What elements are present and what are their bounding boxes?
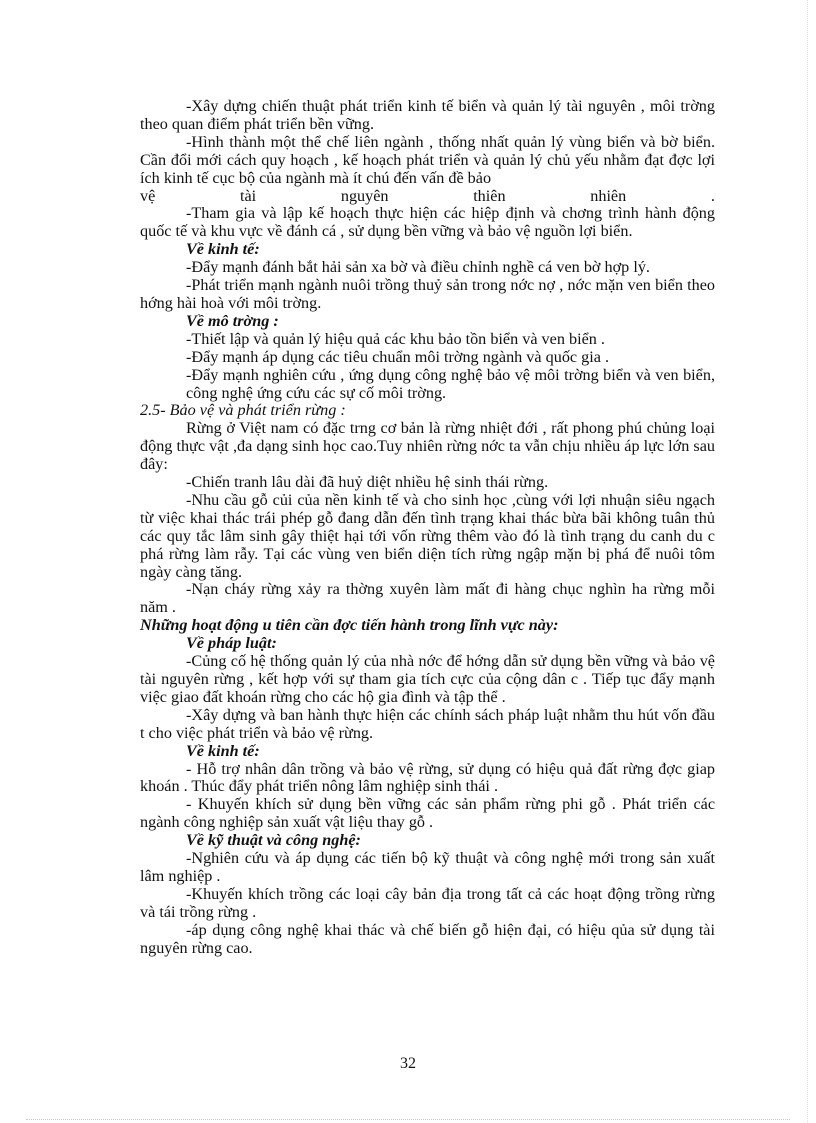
- page-edge-divider-vertical: [807, 0, 808, 1123]
- forest-pressure-item: -Chiến tranh lâu dài đã huỷ diệt nhiều hệ sinh thái rừng.: [186, 473, 549, 492]
- forest-technology-heading: Về kỹ thuật và công nghệ:: [186, 831, 361, 850]
- forest-section-title: 2.5- Bảo vệ và phát triển rừng :: [140, 401, 346, 420]
- page-edge-divider: [26, 1119, 790, 1120]
- forest-technology-item: -Khuyến khích trồng các loại cây bản địa trong tất cả các hoạt động trồng rừng và tái trồng rừng .: [140, 884, 715, 921]
- forest-economy-heading: Về kinh tế:: [186, 741, 260, 760]
- forest-economy-item: - Khuyến khích sử dụng bền vững các sản phẩm rừng phi gỗ . Phát triển các ngành công nghiệp sản xuất vật liệu thay gỗ .: [140, 795, 715, 832]
- document-page: [140, 98, 715, 958]
- word: thiên: [473, 186, 506, 205]
- marine-environment-heading: Về mô trờng :: [186, 311, 279, 330]
- forest-intro-paragraph: Rừng ở Việt nam có đặc trng cơ bản là rừng nhiệt đới , rất phong phú chủng loại động thực vật ,đa dạng sinh học cao.Tuy nhiên rừng nớc ta vẫn chịu nhiều áp lực lớn sau đây:: [140, 419, 715, 474]
- word: .: [710, 186, 715, 205]
- word: tài: [239, 186, 257, 205]
- marine-institution-last-line: [140, 188, 715, 206]
- forest-pressure-item: -Nạn cháy rừng xảy ra thờng xuyên làm mất đi hàng chục nghìn ha rừng mỗi năm .: [140, 580, 715, 617]
- marine-environment-item: -Thiết lập và quản lý hiệu quả các khu bảo tồn biển và ven biển .: [186, 329, 605, 348]
- word: vệ: [140, 186, 156, 205]
- word: nguyên: [340, 186, 389, 205]
- marine-economy-item: -Phát triển mạnh ngành nuôi trồng thuỷ sản trong nớc nợ , nớc mặn ven biển theo hớng hài hoà với môi trờng.: [140, 276, 715, 312]
- marine-economy-item: -Đẩy mạnh đánh bắt hải sản xa bờ và điều chỉnh nghề cá ven bờ hợp lý.: [186, 258, 650, 277]
- marine-strategy-paragraph: -Xây dựng chiến thuật phát triển kinh tế biển và quản lý tài nguyên , môi trờng theo quan điểm phát triển bền vững.: [140, 97, 715, 133]
- forest-law-heading: Về pháp luật:: [186, 634, 277, 653]
- page-number: 32: [400, 1055, 416, 1072]
- marine-international-paragraph: -Tham gia và lập kế hoạch thực hiện các hiệp định và chơng trình hành động quốc tế và khu vực về đánh cá , sử dụng bền vững và bảo vệ nguồn lợi biển.: [140, 204, 715, 241]
- marine-institution-paragraph: -Hình thành một thể chế liên ngành , thống nhất quản lý vùng biển và bờ biển. Cần đổi mới cách quy hoạch , kế hoạch phát triển và quản lý chủ yếu nhằm đạt đợc lợi ích kinh tế cục bộ của ngành mà ít chú đến vấn đề bảo: [140, 132, 715, 187]
- marine-environment-item: -Đẩy mạnh áp dụng các tiêu chuẩn môi trờng ngành và quốc gia .: [186, 347, 610, 366]
- marine-environment-item: -Đẩy mạnh nghiên cứu , ứng dụng công nghệ bảo vệ môi trờng biển và ven biển, công nghệ ứng cứu các sự cố môi trờng.: [186, 365, 715, 402]
- forest-pressure-item: -Nhu cầu gỗ củi của nền kinh tế và cho sinh học ,cùng với lợi nhuận siêu ngạch từ việc khai thác trái phép gỗ đang dẫn đến tình trạng khai thác bừa bãi không tuân thủ các quy tắc lâm sinh gây thiệt hại tới vốn rừng thêm vào đó là tình trạng du canh du c phá rừng làm rẫy. Tại các vùng ven biển diện tích rừng ngập mặn bị phá để nuôi tôm ngày càng tăng.: [140, 490, 715, 581]
- word: nhiên: [590, 186, 627, 205]
- forest-economy-item: - Hỗ trợ nhân dân trồng và bảo vệ rừng, sử dụng có hiệu quả đất rừng đợc giap khoán . Thúc đẩy phát triển nông lâm nghiệp sinh thái .: [140, 759, 715, 796]
- forest-technology-item: -Nghiên cứu và áp dụng các tiến bộ kỹ thuật và công nghệ mới trong sản xuất lâm nghiệp .: [140, 849, 715, 885]
- priority-activities-heading: Những hoạt động u tiên cần đợc tiến hành trong lĩnh vực này:: [140, 616, 559, 635]
- forest-law-item: -Củng cố hệ thống quản lý của nhà nớc để hớng dẫn sử dụng bền vững và bảo vệ tài nguyên rừng , kết hợp với sự tham gia tích cực của cộng dân c . Tiếp tục đẩy mạnh việc giao đất khoán rừng cho các hộ gia đình và tập thể .: [140, 652, 715, 706]
- forest-technology-item: -áp dụng công nghệ khai thác và chế biến gỗ hiện đại, có hiệu qủa sử dụng tài nguyên rừng cao.: [140, 920, 715, 957]
- forest-law-item: -Xây dựng và ban hành thực hiện các chính sách pháp luật nhằm thu hút vốn đầu t cho việc phát triển và bảo vệ rừng.: [140, 705, 715, 742]
- marine-economy-heading: Về kinh tế:: [186, 240, 260, 259]
